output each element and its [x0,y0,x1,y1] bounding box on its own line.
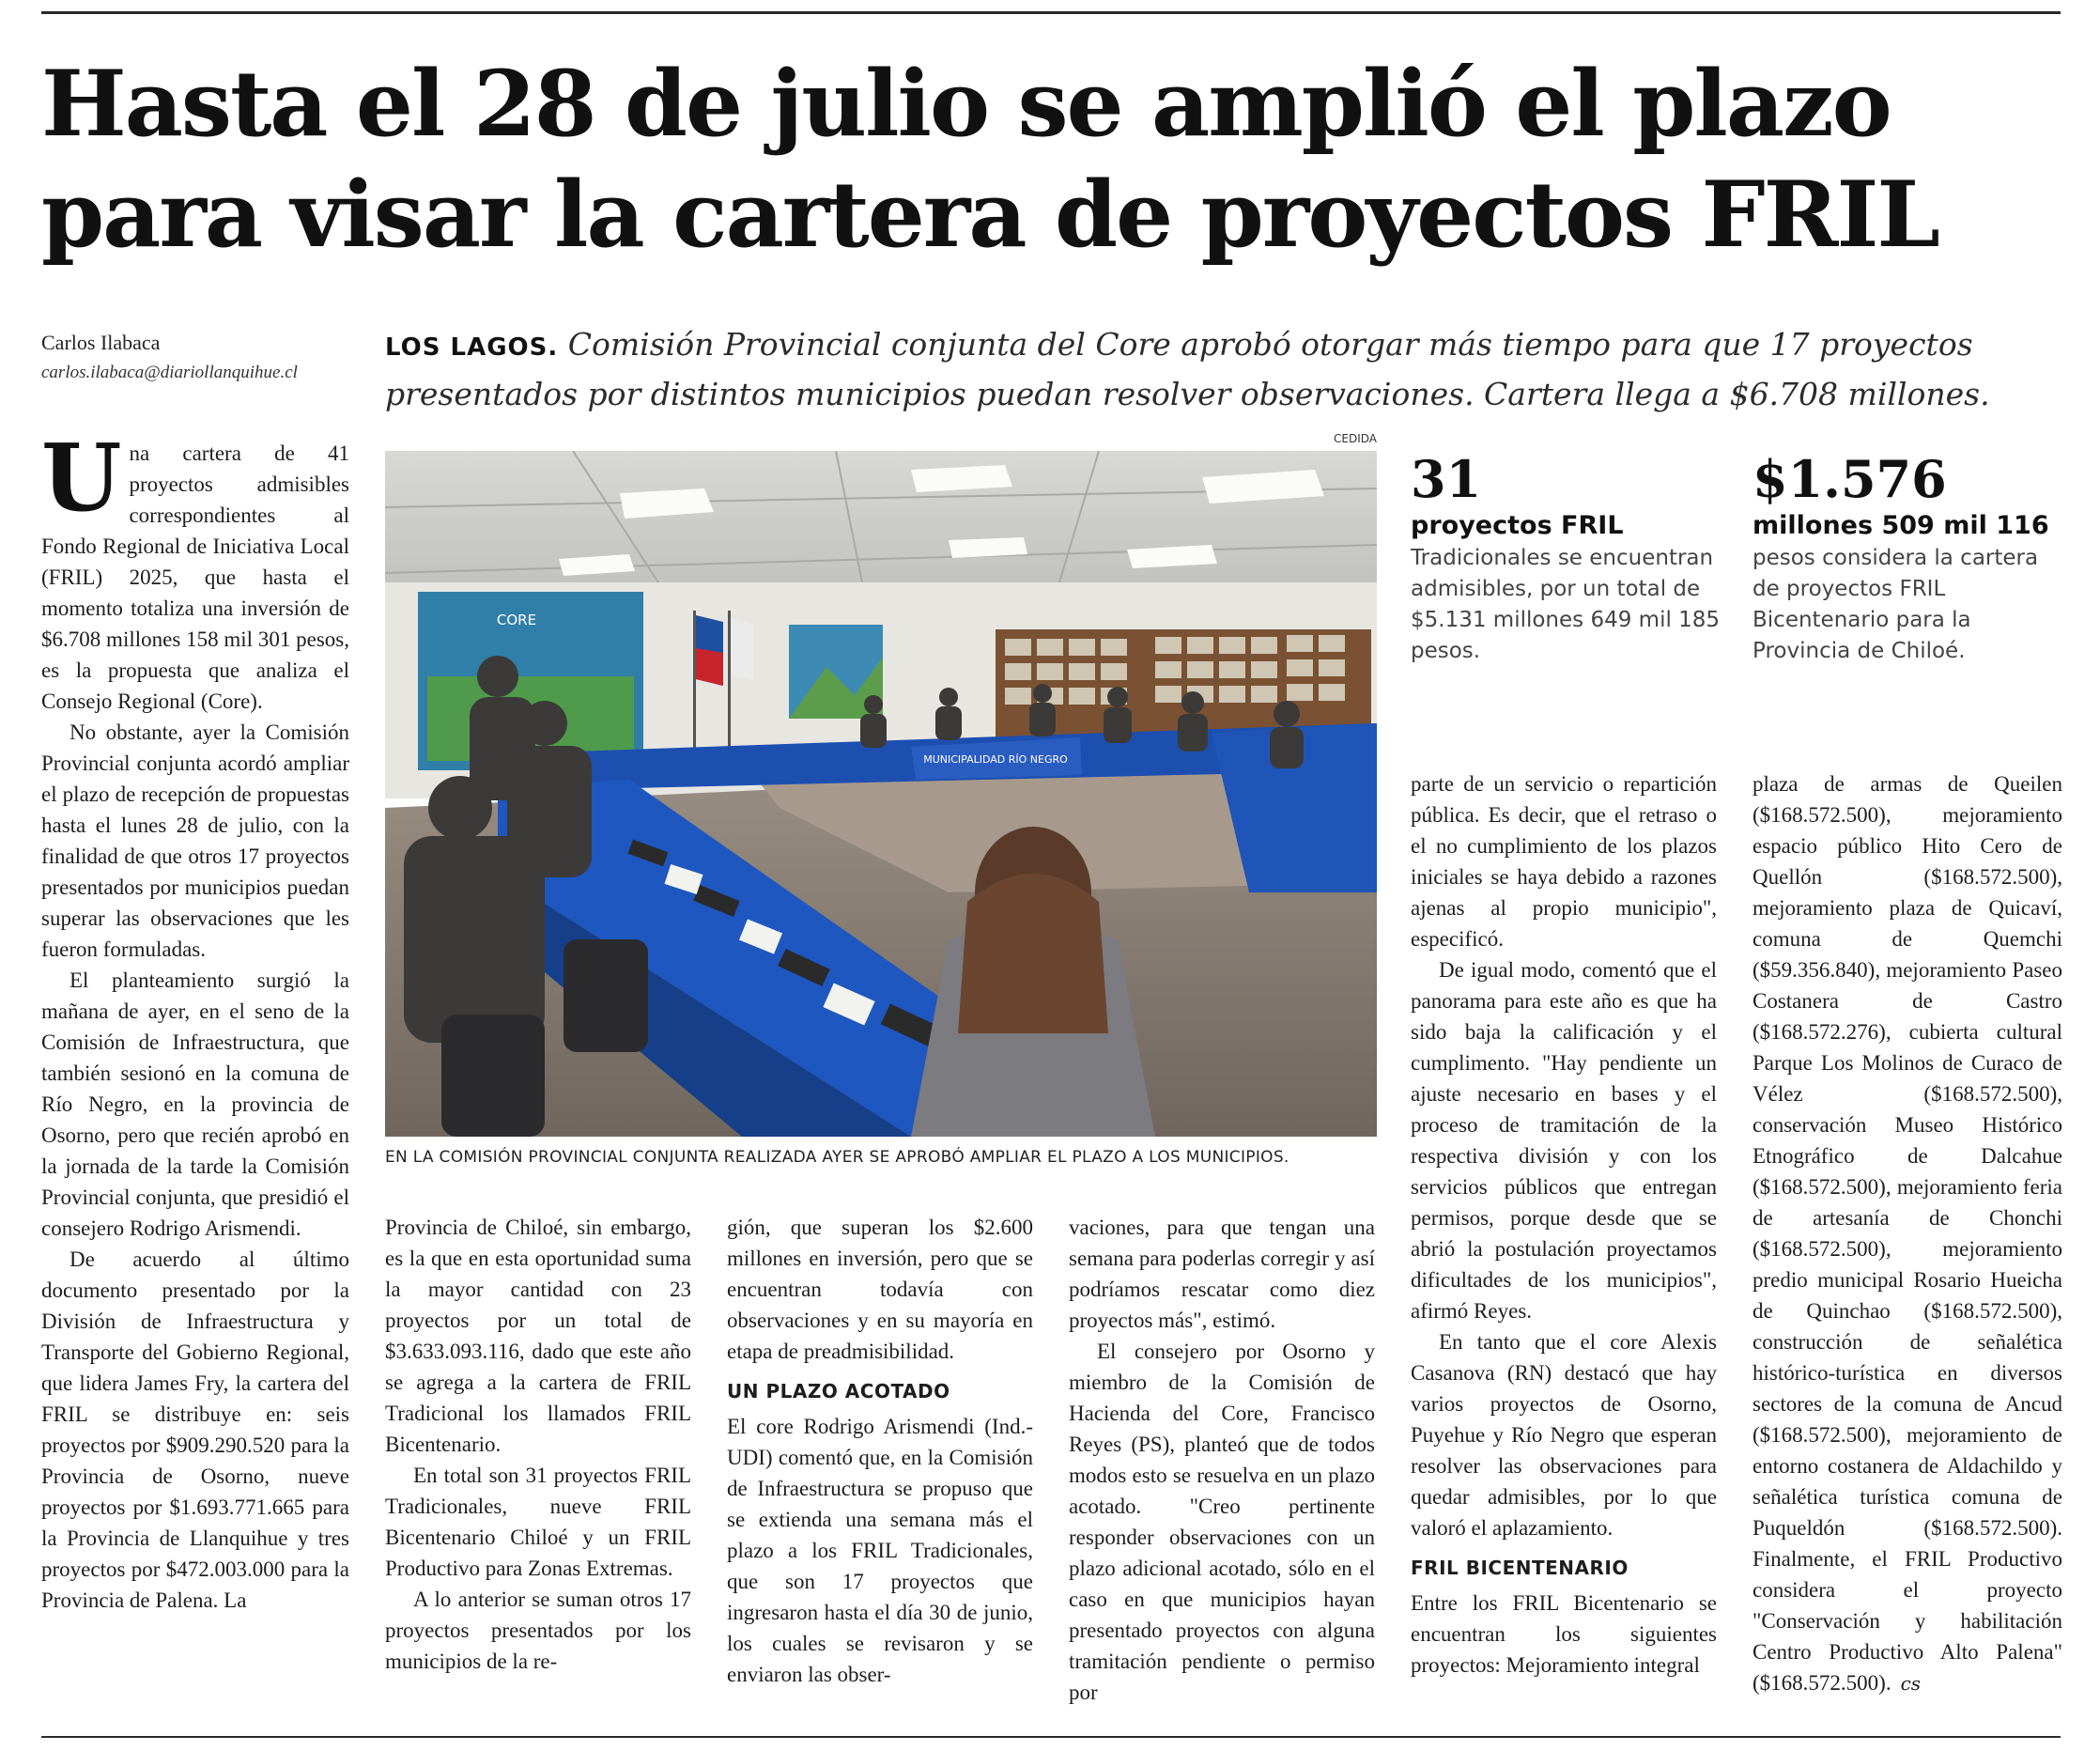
stat-number: $1.576 [1753,449,1947,509]
subheading: UN PLAZO ACOTADO [727,1380,950,1402]
article-column-5 [1411,768,1717,1736]
paragraph: Entre los FRIL Bicentenario se encuentran los siguientes proyectos: Mejoramiento integral [1411,1591,1717,1677]
end-mark: cs [1900,1672,1922,1695]
lead-location: LOS LAGOS. [385,333,559,362]
svg-text:MUNICIPALIDAD RÍO NEGRO: MUNICIPALIDAD RÍO NEGRO [923,753,1068,766]
paragraph: En tanto que el core Alexis Casanova (RN) destacó que hay varios proyectos de Osorno, Puyehue y Río Negro que esperan resolver las observaciones para quedar admisibles, por lo que valoró el aplazamiento. [1411,1330,1717,1540]
stat-box-projects [1411,449,1721,667]
paragraph: Provincia de Chiloé, sin embargo, es la que en esta oportunidad suma la mayor cantidad con 23 proyectos por un total de $3.633.093.116, dado que este año se agrega a la cartera de FRIL Tradicional los llamados FRIL Bicentenario. [385,1216,691,1456]
meeting-photo [385,451,1377,1137]
stat-description: pesos considera la cartera de proyectos FRIL Bicentenario para la Provincia de Chiloé. [1753,546,2039,663]
stat-description: Tradicionales se encuentran admisibles, por un total de $5.131 millones 649 mil 185 pesos. [1411,546,1721,663]
paragraph: No obstante, ayer la Comisión Provincial conjunta acordó ampliar el plazo de recepción de propuestas hasta el lunes 28 de julio, con la finalidad de que otros 17 proyectos presentados por municipios puedan superar las observaciones que les fueron formuladas. [41,721,349,961]
stat-number: 31 [1411,449,1482,509]
paragraph: parte de un servicio o repartición pública. Es decir, que el retraso o el no cumplimiento de los plazos iniciales se haya debido a razones ajenas al propio municipio", especificó. [1411,772,1717,951]
paragraph: A lo anterior se suman otros 17 proyectos presentados por los municipios de la re- [385,1588,691,1673]
stat-subtitle: millones 509 mil 116 [1753,511,2049,540]
paragraph: El core Rodrigo Arismendi (Ind.-UDI) comentó que, en la Comisión de Infraestructura se propuso que se extienda una semana más el plazo a los FRIL Tradicionales, que son 17 proyectos que ingresaron hasta el día 30 de junio, los cuales se revisaron y se enviaron las obser- [727,1415,1033,1686]
article-column-4 [1069,1212,1375,1738]
article-column-2 [385,1212,691,1738]
stat-subtitle: proyectos FRIL [1411,511,1624,540]
paragraph: gión, que superan los $2.600 millones en inversión, pero que se encuentran todavía con observaciones y en su mayoría en etapa de preadmisibilidad. [727,1216,1033,1363]
paragraph: vaciones, para que tengan una semana para poderlas corregir y así podríamos rescatar como diez proyectos más", estimó. [1069,1216,1375,1332]
paragraph: De igual modo, comentó que el panorama para este año es que ha sido baja la calificación y el cumplimento. "Hay pendiente un ajuste necesario en bases y el proceso de tramitación de la respectiva división y con los servicios públicos que entregan permisos, porque desde que se abrió la postulación proyectamos dificultades de los municipios", afirmó Reyes. [1411,958,1717,1323]
byline [41,331,351,383]
photo-credit: CEDIDA [1334,432,1377,445]
photo-caption: EN LA COMISIÓN PROVINCIAL CONJUNTA REALIZADA AYER SE APROBÓ AMPLIAR EL PLAZO A LOS MUNICIPIOS. [385,1148,1289,1167]
paragraph: El consejero por Osorno y miembro de la Comisión de Hacienda del Core, Francisco Reyes (PS), planteó que de todos modos esto se resuelva en un plazo acotado. "Creo pertinente responder observaciones con un plazo adicional acotado, sólo en el caso en que municipios hayan presentado proyectos con alguna tramitación pendiente o permiso por [1069,1340,1375,1704]
headline: Hasta el 28 de julio se amplió el plazo para visar la cartera de proyectos FRIL [41,51,1938,268]
dropcap: U [41,438,122,533]
byline-author: Carlos Ilabaca [41,331,161,354]
top-rule [41,11,2061,14]
paragraph: El planteamiento surgió la mañana de ayer, en el seno de la Comisión de Infraestructura, que también sesionó en la comuna de Río Negro, en la provincia de Osorno, pero que recién aprobó en la jornada de la tarde la Comisión Provincial conjunta, que presidió el consejero Rodrigo Arismendi. [41,968,349,1240]
lead-text: Comisión Provincial conjunta del Core aprobó otorgar más tiempo para que 17 proyectos presentados por distintos municipios puedan resolver observaciones. Cartera llega a $6.708 millones. [385,326,1990,412]
svg-text:CORE: CORE [496,612,537,628]
bottom-rule [41,1736,2061,1738]
paragraph: Una cartera de 41 proyectos admisibles correspondientes al Fondo Regional de Iniciativa Local (FRIL) 2025, que hasta el momento totaliza una inversión de $6.708 millones 158 mil 301 pesos, es la propuesta que analiza el Consejo Regional (Core). [41,438,349,713]
byline-email: carlos.ilabaca@diariollanquihue.cl [41,363,298,382]
paragraph: De acuerdo al último documento presentado por la División de Infraestructura y Transporte del Gobierno Regional, que lidera James Fry, la cartera del FRIL se distribuye en: seis proyectos por $909.290.520 para la Provincia de Osorno, nueve proyectos por $1.693.771.665 para la Provincia de Llanquihue y tres proyectos por $472.003.000 para la Provincia de Palena. La [41,1247,349,1612]
article-column-6 [1753,768,2062,1736]
subheading: FRIL BICENTENARIO [1411,1557,1629,1579]
article-column-3 [727,1212,1033,1738]
paragraph: plaza de armas de Queilen ($168.572.500), mejoramiento espacio público Hito Cero de Quellón ($168.572.500), mejoramiento plaza de Quicaví, comuna de Quemchi ($59.356.840), mejoramiento Paseo Costanera de Castro ($168.572.276), cubierta cultural Parque Los Molinos de Curaco de Vélez ($168.572.500), conservación Museo Histórico Etnográfico de Dalcahue ($168.572.500), mejoramiento feria de artesanía de Chonchi ($168.572.500), mejoramiento predio municipal Rosario Hueicha de Quinchao ($168.572.500), construcción de señalética histórico-turística en diversos sectores de la comuna de Ancud ($168.572.500), mejoramiento de entorno costanera de Aldachildo y señalética turística comuna de Puqueldón ($168.572.500). Finalmente, el FRIL Productivo considera el proyecto "Conservación y habilitación Centro Productivo Alto Palena" ($168.572.500). cs [1753,772,2062,1695]
paragraph: En total son 31 proyectos FRIL Tradicionales, nueve FRIL Bicentenario Chiloé y un FRIL Productivo para Zonas Extremas. [385,1464,691,1580]
lead-paragraph [385,321,2066,418]
stat-box-bicentenario [1753,449,2062,667]
meeting-photo-illustration [385,451,1377,1137]
article-column-1 [41,438,349,1734]
